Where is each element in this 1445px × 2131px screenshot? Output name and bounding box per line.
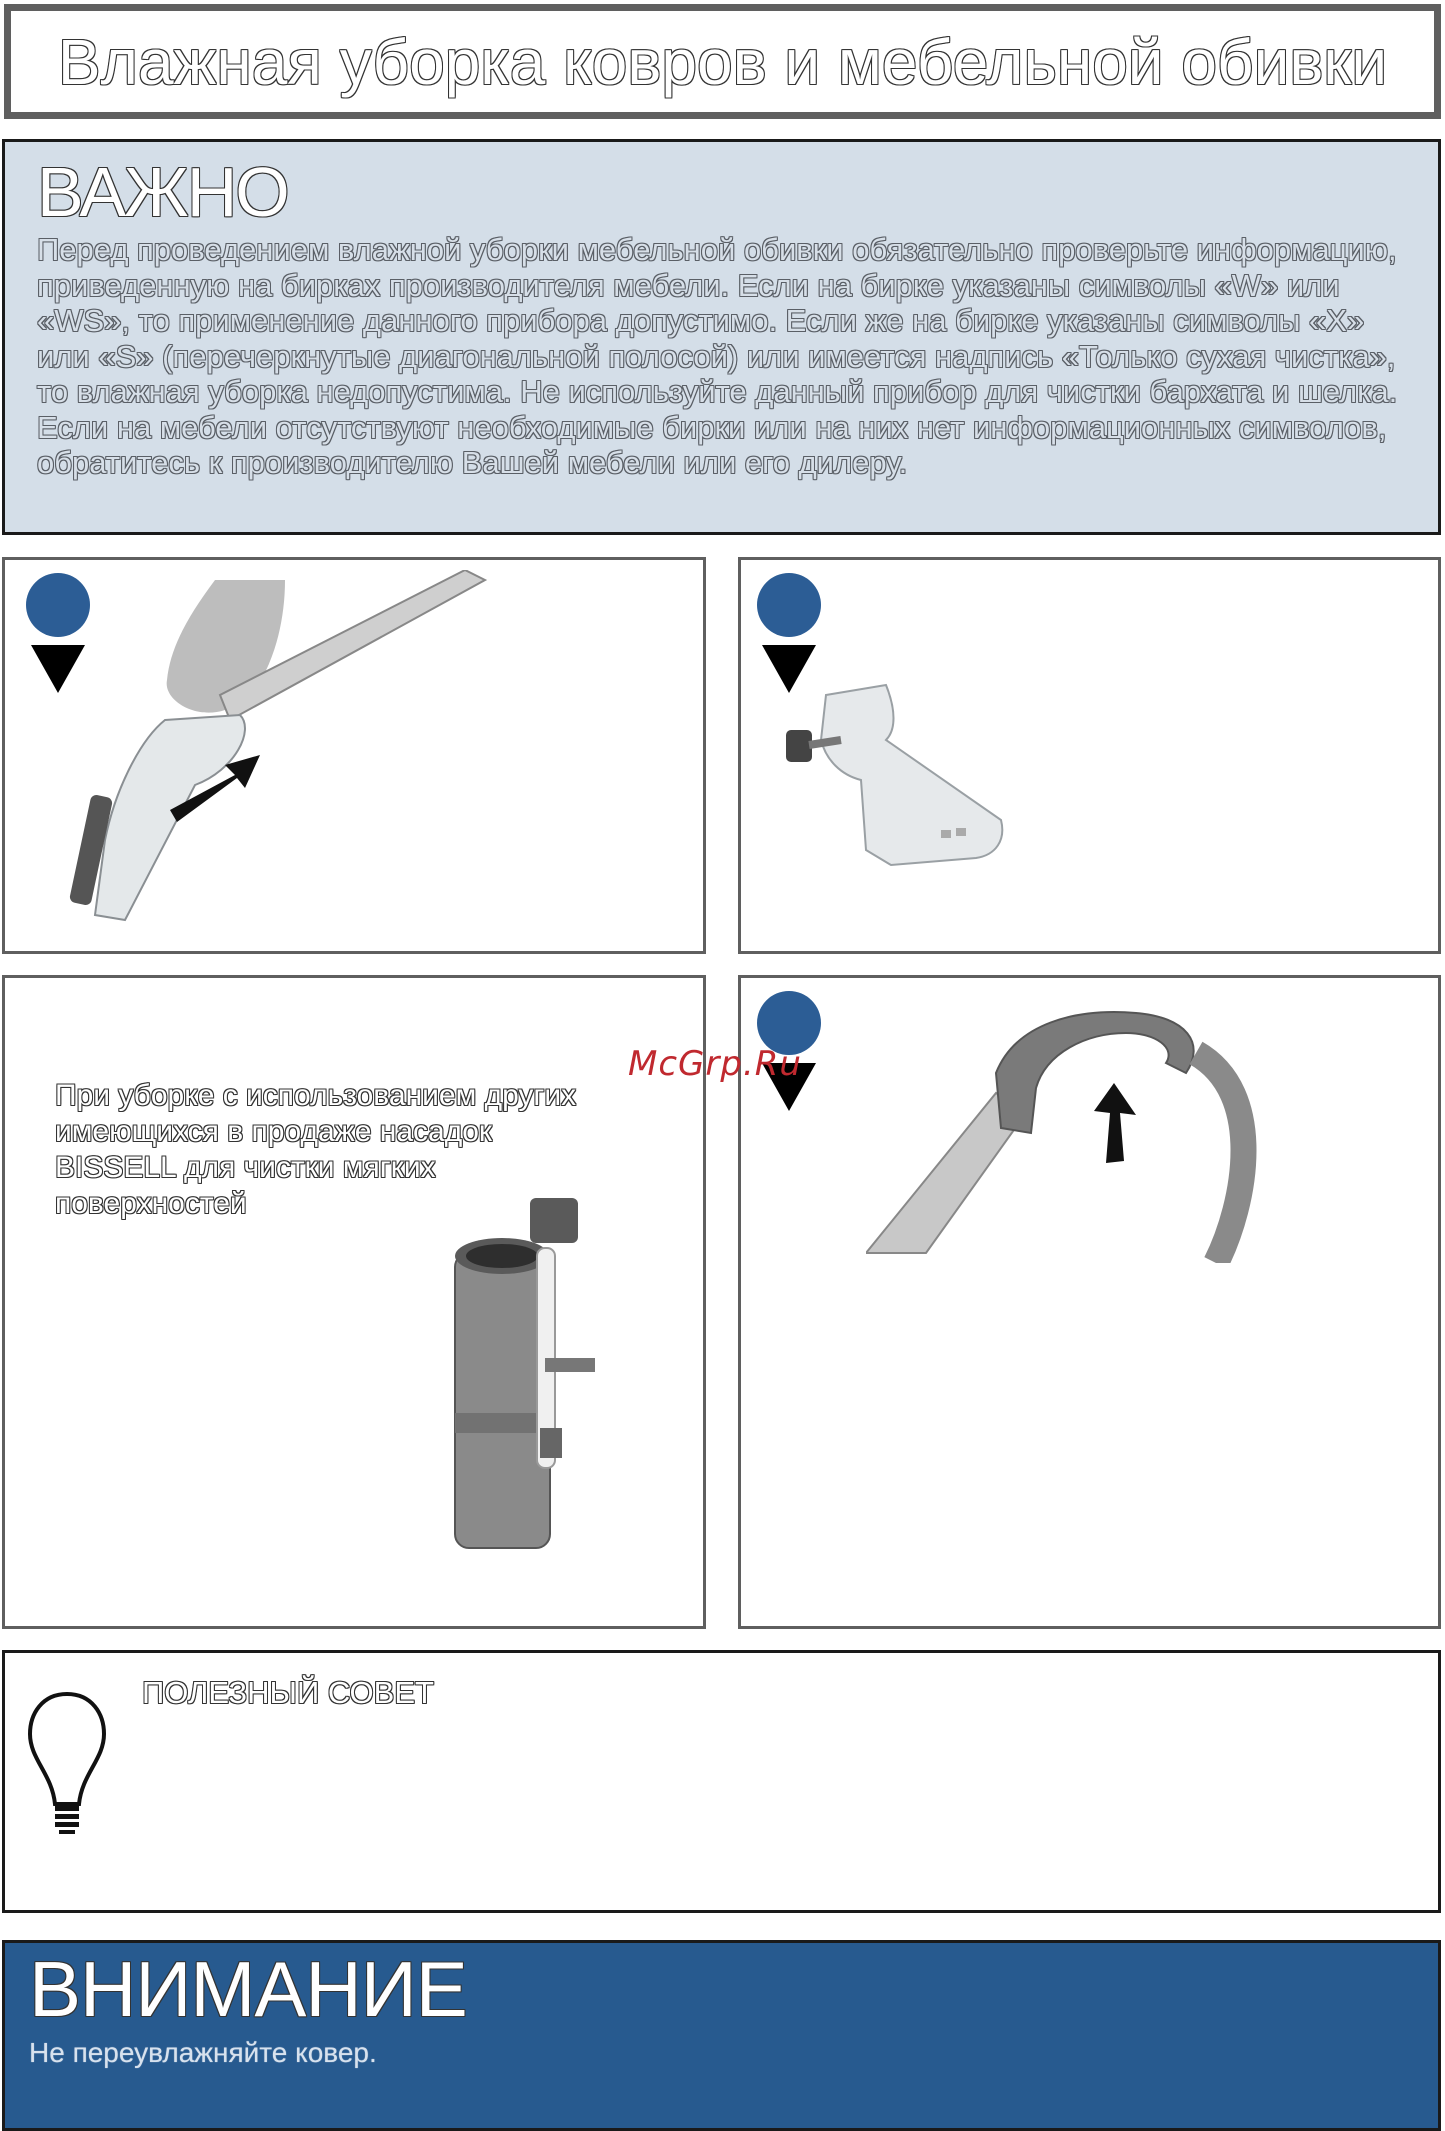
lightbulb-icon — [27, 1689, 107, 1839]
page-header — [4, 4, 1441, 119]
attention-box — [2, 1940, 1441, 2131]
important-text: Перед проведением влажной уборки мебельной обивки обязательно проверьте информацию, приведенную на бирках производителя мебели. Если на бирке указаны символы «W» или «WS», то применение данного прибора допустимо. Если же на бирке указаны символы «X» или «S» (перечеркнутые диагональной полосой) или имеется надпись «Только сухая чистка», то влажная уборка недопустима. Не используйте данный прибор для чистки бархата и шелка. Если на мебели отсутствуют необходимые бирки или на них нет информационных символов, обратитесь к производителю Вашей мебели или его дилеру. — [37, 232, 1398, 480]
page-title: Влажная уборка ковров и мебельной обивки — [57, 25, 1388, 98]
attention-heading: ВНИМАНИЕ — [29, 1945, 467, 2033]
note-panel — [2, 975, 706, 1629]
attention-text: Не переувлажняйте ковер. — [29, 2037, 377, 2068]
step-1-panel — [2, 557, 706, 954]
step-4-panel — [738, 975, 1441, 1629]
note-text: При уборке с использованием других имеющихся в продаже насадок BISSELL для чистки мягких поверхностей — [55, 1079, 577, 1220]
bottle-tool-illustration — [445, 1198, 625, 1558]
hand-nozzle-illustration — [45, 570, 505, 950]
tip-title: ПОЛЕЗНЫЙ СОВЕТ — [142, 1675, 434, 1710]
tip-box — [2, 1650, 1441, 1913]
watermark: McGrp.Ru — [628, 1044, 802, 1084]
hose-handle-illustration — [866, 1003, 1266, 1263]
step-2-panel — [738, 557, 1441, 954]
important-heading: ВАЖНО — [37, 153, 288, 231]
important-box — [2, 139, 1441, 535]
upholstery-tool-illustration — [771, 670, 1071, 920]
